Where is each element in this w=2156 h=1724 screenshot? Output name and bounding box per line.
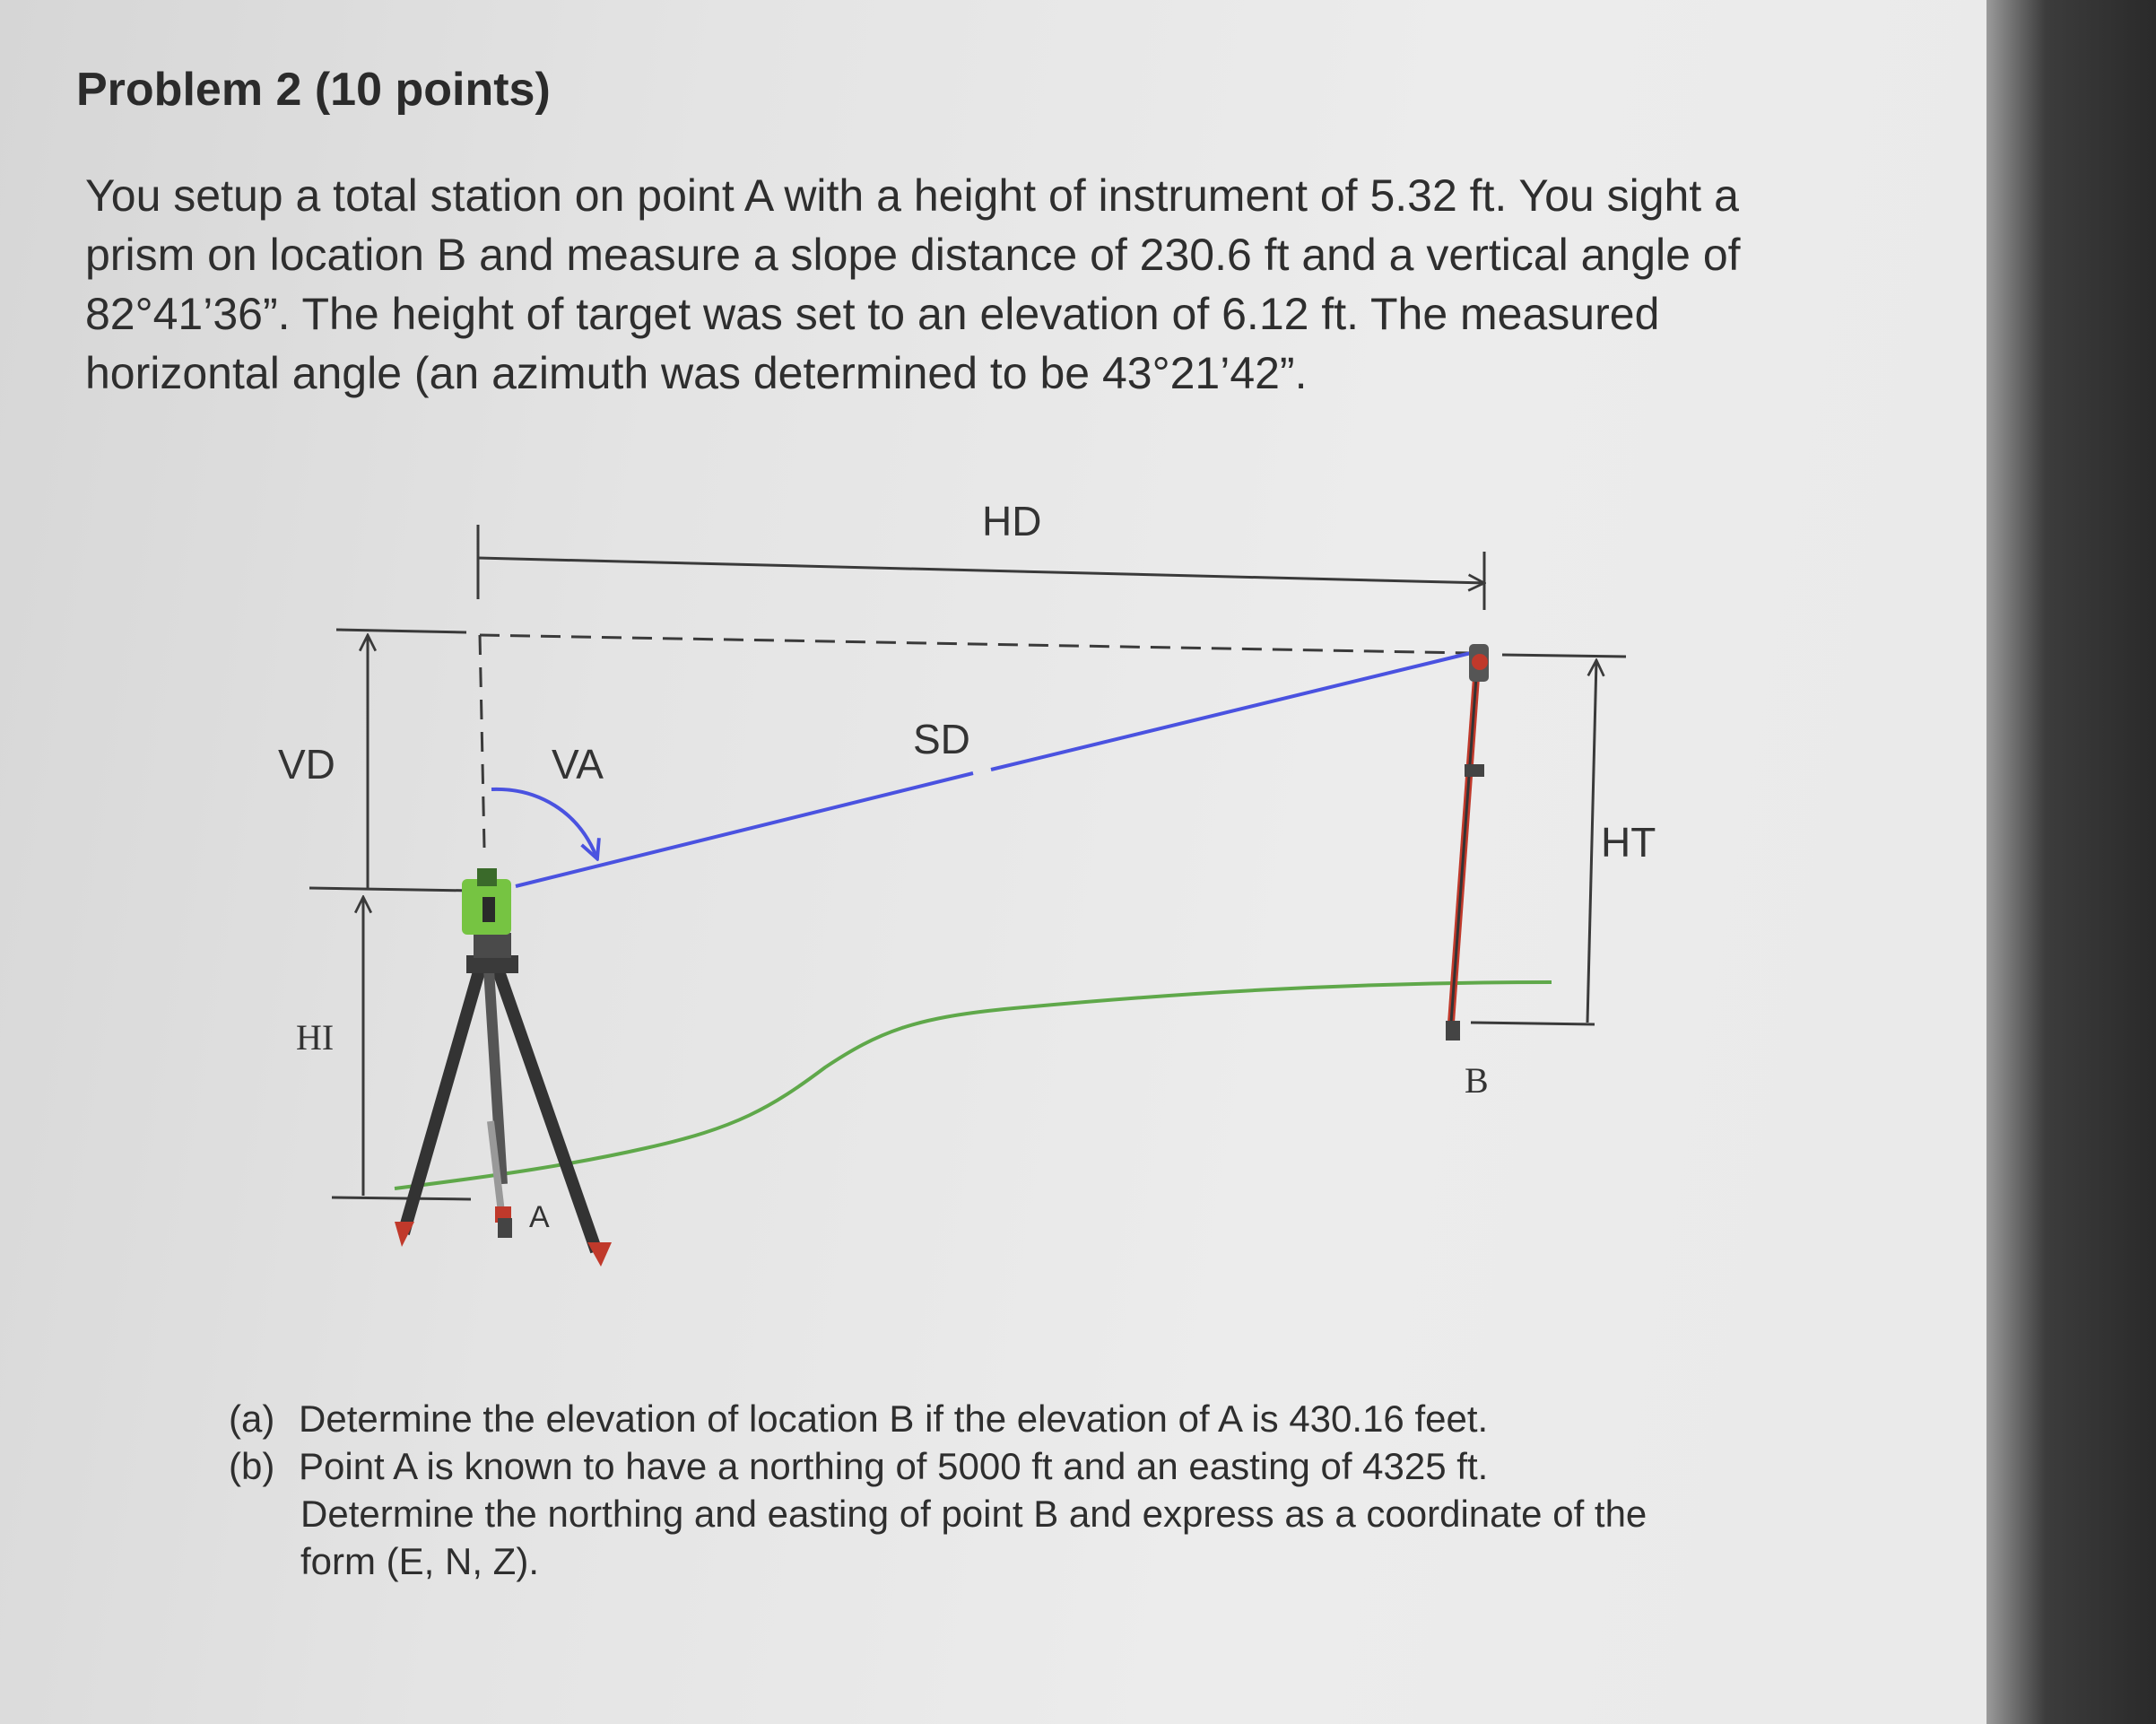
total-station-icon xyxy=(395,868,612,1267)
hi-dimension xyxy=(296,897,471,1199)
statement-line-3: 82°41’36”. The height of target was set to an elevation of 6.12 ft. The measured xyxy=(85,289,1660,339)
question-b xyxy=(229,1442,1933,1490)
question-b-line-3: form (E, N, Z). xyxy=(300,1540,539,1582)
vd-dimension xyxy=(278,630,473,891)
statement-line-2: prism on location B and measure a slope distance of 230.6 ft and a vertical angle of xyxy=(85,230,1741,280)
vd-label: VD xyxy=(278,741,335,788)
point-b-label: B xyxy=(1465,1060,1489,1101)
hi-label: HI xyxy=(296,1017,335,1058)
statement-line-4: horizontal angle (an azimuth was determined to be 43°21’42”. xyxy=(85,348,1308,398)
question-a-tag: (a) xyxy=(229,1397,275,1440)
question-a-text: Determine the elevation of location B if the elevation of A is 430.16 feet. xyxy=(299,1397,1489,1440)
ht-label: HT xyxy=(1601,819,1656,866)
sight-line xyxy=(516,653,1471,886)
sd-label: SD xyxy=(913,716,970,762)
question-a xyxy=(229,1395,1933,1442)
question-b-line-2: Determine the northing and easting of point B and express as a coordinate of the xyxy=(300,1493,1647,1535)
point-a-label: A xyxy=(529,1200,550,1234)
question-b-line-1: Point A is known to have a northing of 5000 ft and an easting of 4325 ft. xyxy=(299,1445,1489,1487)
statement-line-1: You setup a total station on point A with a height of instrument of 5.32 ft. You sight a xyxy=(85,170,1739,221)
reference-dashes xyxy=(480,635,1471,848)
ht-dimension xyxy=(1471,655,1656,1024)
question-b-tag: (b) xyxy=(229,1445,275,1487)
hd-label: HD xyxy=(982,498,1042,544)
questions xyxy=(229,1395,1933,1585)
va-label: VA xyxy=(552,741,604,788)
hd-dimension xyxy=(478,498,1484,610)
problem-title: Problem 2 (10 points) xyxy=(76,64,551,116)
va-arc xyxy=(491,741,604,857)
